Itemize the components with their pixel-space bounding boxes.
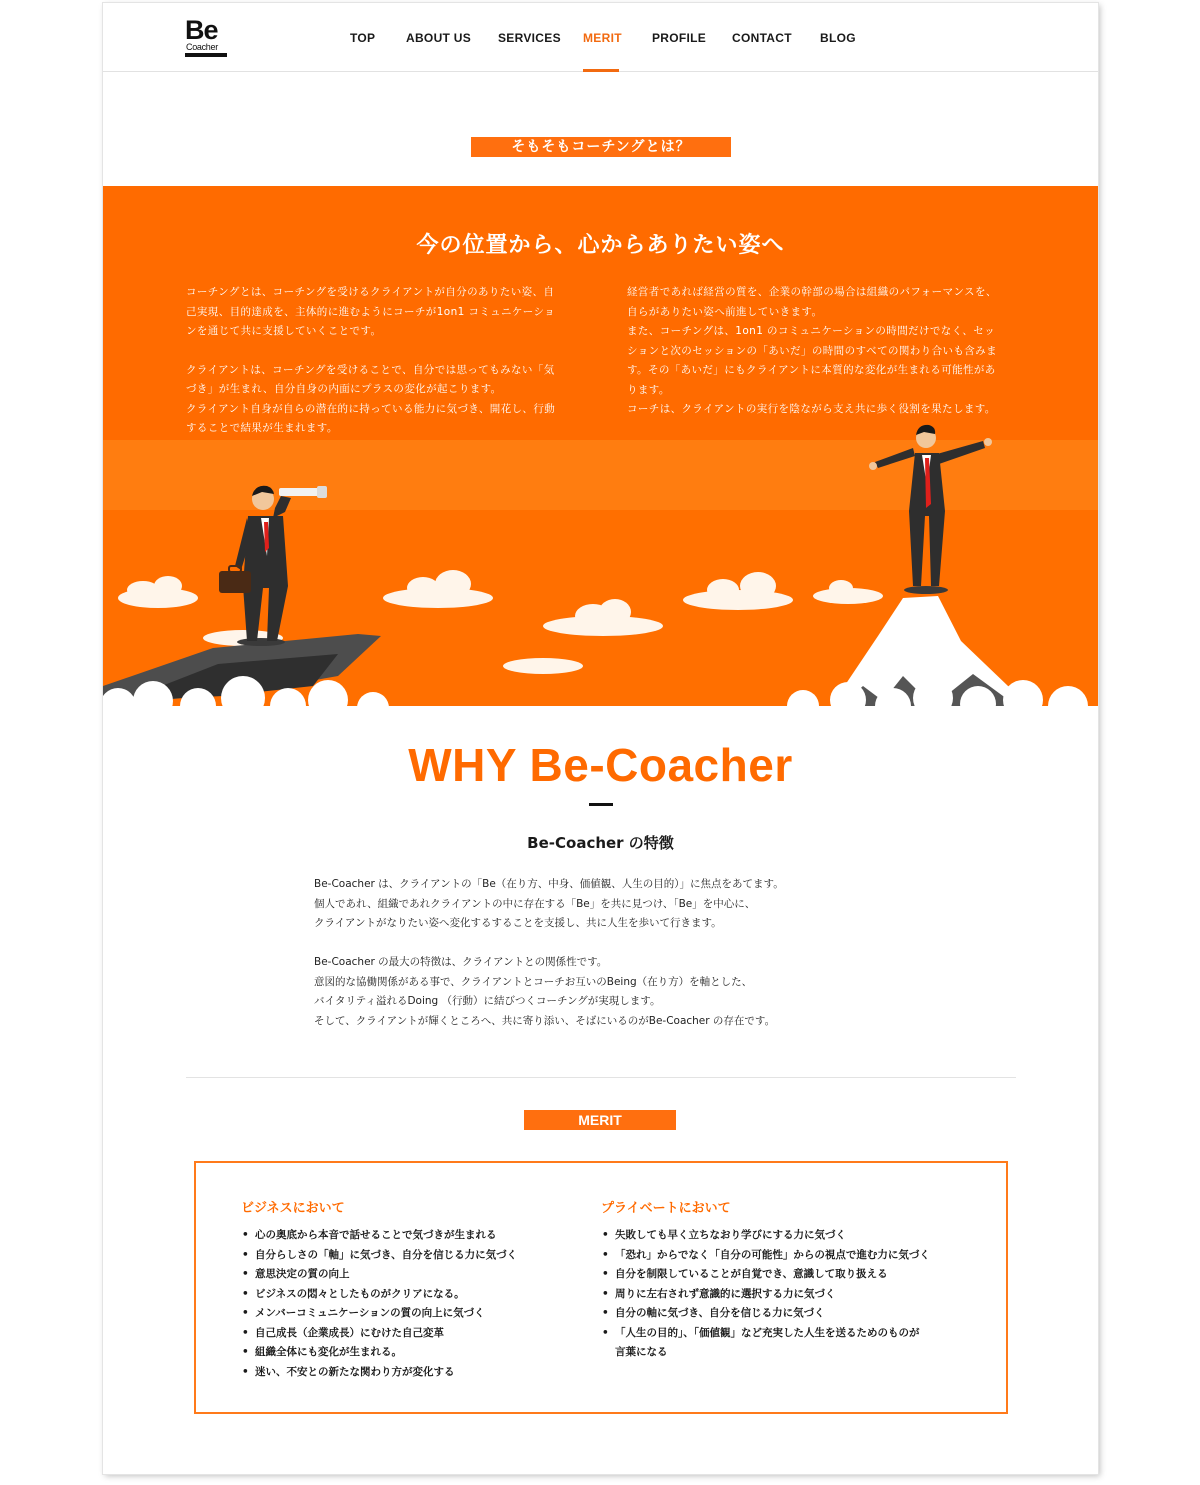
logo-sub-text: Coacher <box>186 42 218 52</box>
coaching-hero-title: 今の位置から、心からありたい姿へ <box>416 233 785 258</box>
page-frame <box>103 3 1098 1474</box>
merit-section-label: MERIT <box>524 1110 676 1130</box>
coaching-section-label: そもそもコーチングとは？ <box>471 137 731 157</box>
list-item: • 組織全体にも変化が生まれる。 <box>241 1343 581 1363</box>
coaching-right-paragraph: 経営者であれば経営の質を、企業の幹部の場合は組織のパフォーマンスを、 自らがありたい姿へ前進していきます。 また、コーチングは、1on1 のコミュニケーションの時間だけでなく、セッ ションと次のセッションの「あいだ」の時間のすべての関わり合いも含みま す。その「あいだ」にもクライアントに本質的な変化が生まれる可能性があ ります。 コーチは、クライアントの実行を陰ながら支え共に歩く役割を果たします。 <box>627 286 997 415</box>
site-header <box>103 3 1098 72</box>
nav-merit[interactable]: MERIT <box>583 31 622 45</box>
list-item: • メンバーコミュニケーションの質の向上に気づく <box>241 1304 581 1324</box>
why-title-divider <box>589 803 613 806</box>
section-divider <box>186 1077 1016 1078</box>
why-paragraph: Be-Coacher の最大の特徴は、クライアントとの関係性です。 意図的な協働関係がある事で、クライアントとコーチお互いのBeing（在り方）を軸とした、 バイタリティ溢れるDoing （行動）に結びつくコーチングが実現します。 そして、クライアントが輝くところへ、共に寄り添い、そばにいるのがBe-Coacher の存在です。 <box>314 956 776 1027</box>
merit-private-list <box>601 1226 981 1363</box>
hero-illustration <box>103 186 1098 721</box>
why-paragraph: Be-Coacher は、クライアントの「Be（在り方、中身、価値観、人生の目的）」に焦点をあてます。 個人であれ、組織であれクライアントの中に存在する「Be」を共に見つけ、「Be」を中心に、 クライアントがなりたい姿へ変化するすることを支援し、共に人生を歩いて行きます。 <box>314 878 784 929</box>
coaching-text-right <box>627 283 1027 420</box>
list-item: • 自分の軸に気づき、自分を信じる力に気づく <box>601 1304 981 1324</box>
merit-business-column <box>241 1197 581 1382</box>
nav-blog[interactable]: BLOG <box>820 31 856 45</box>
why-section-subtitle: Be-Coacher の特徴 <box>527 834 674 852</box>
nav-top[interactable]: TOP <box>350 31 376 45</box>
list-item: • 迷い、不安との新たな関わり方が変化する <box>241 1363 581 1383</box>
coaching-hero <box>103 186 1098 721</box>
list-item: • 自己成長（企業成長）にむけた自己変革 <box>241 1324 581 1344</box>
coaching-left-paragraph: クライアントは、コーチングを受けることで、自分では思ってもみない「気 づき」が生まれ、自分自身の内面にプラスの変化が起こります。 クライアント自身が自らの潜在的に持っている能力に気づき、開花し、行動 することで結果が生まれます。 <box>186 363 556 434</box>
main-nav <box>103 3 1098 72</box>
list-item: • ビジネスの悶々としたものがクリアになる。 <box>241 1285 581 1305</box>
nav-active-indicator <box>583 69 619 72</box>
list-item: • 周りに左右されず意識的に選択する力に気づく <box>601 1285 981 1305</box>
list-item: • 自分らしさの「軸」に気づき、自分を信じる力に気づく <box>241 1246 581 1266</box>
list-item: • 自分を制限していることが自覚でき、意識して取り扱える <box>601 1265 981 1285</box>
merit-business-list <box>241 1226 581 1382</box>
list-item: • 「人生の目的」、「価値観」など充実した人生を送るためのものが 言葉になる <box>601 1324 981 1363</box>
merit-business-heading: ビジネスにおいて <box>241 1201 345 1216</box>
coaching-text-left <box>186 283 586 439</box>
coaching-left-paragraph: コーチングとは、コーチングを受けるクライアントが自分のありたい姿、自 己実現、目的達成を、主体的に進むようにコーチが1on1 コミュニケーショ ンを通じて共に支援していくことです。 <box>186 286 556 337</box>
nav-services[interactable]: SERVICES <box>498 31 561 45</box>
list-item: • 失敗しても早く立ちなおり学びにする力に気づく <box>601 1226 981 1246</box>
list-item: • 心の奥底から本音で話せることで気づきが生まれる <box>241 1226 581 1246</box>
nav-contact[interactable]: CONTACT <box>732 31 792 45</box>
nav-about-us[interactable]: ABOUT US <box>406 31 472 45</box>
merit-box <box>194 1161 1008 1414</box>
why-section-title: WHY Be-Coacher <box>408 739 793 791</box>
why-section-body <box>314 875 874 1031</box>
merit-private-column <box>601 1197 981 1363</box>
logo-main-text: Be <box>185 15 218 45</box>
nav-profile[interactable]: PROFILE <box>652 31 707 45</box>
list-item: • 意思決定の質の向上 <box>241 1265 581 1285</box>
merit-private-heading: プライベートにおいて <box>601 1201 731 1216</box>
list-item: • 「恐れ」からでなく「自分の可能性」からの視点で進む力に気づく <box>601 1246 981 1266</box>
